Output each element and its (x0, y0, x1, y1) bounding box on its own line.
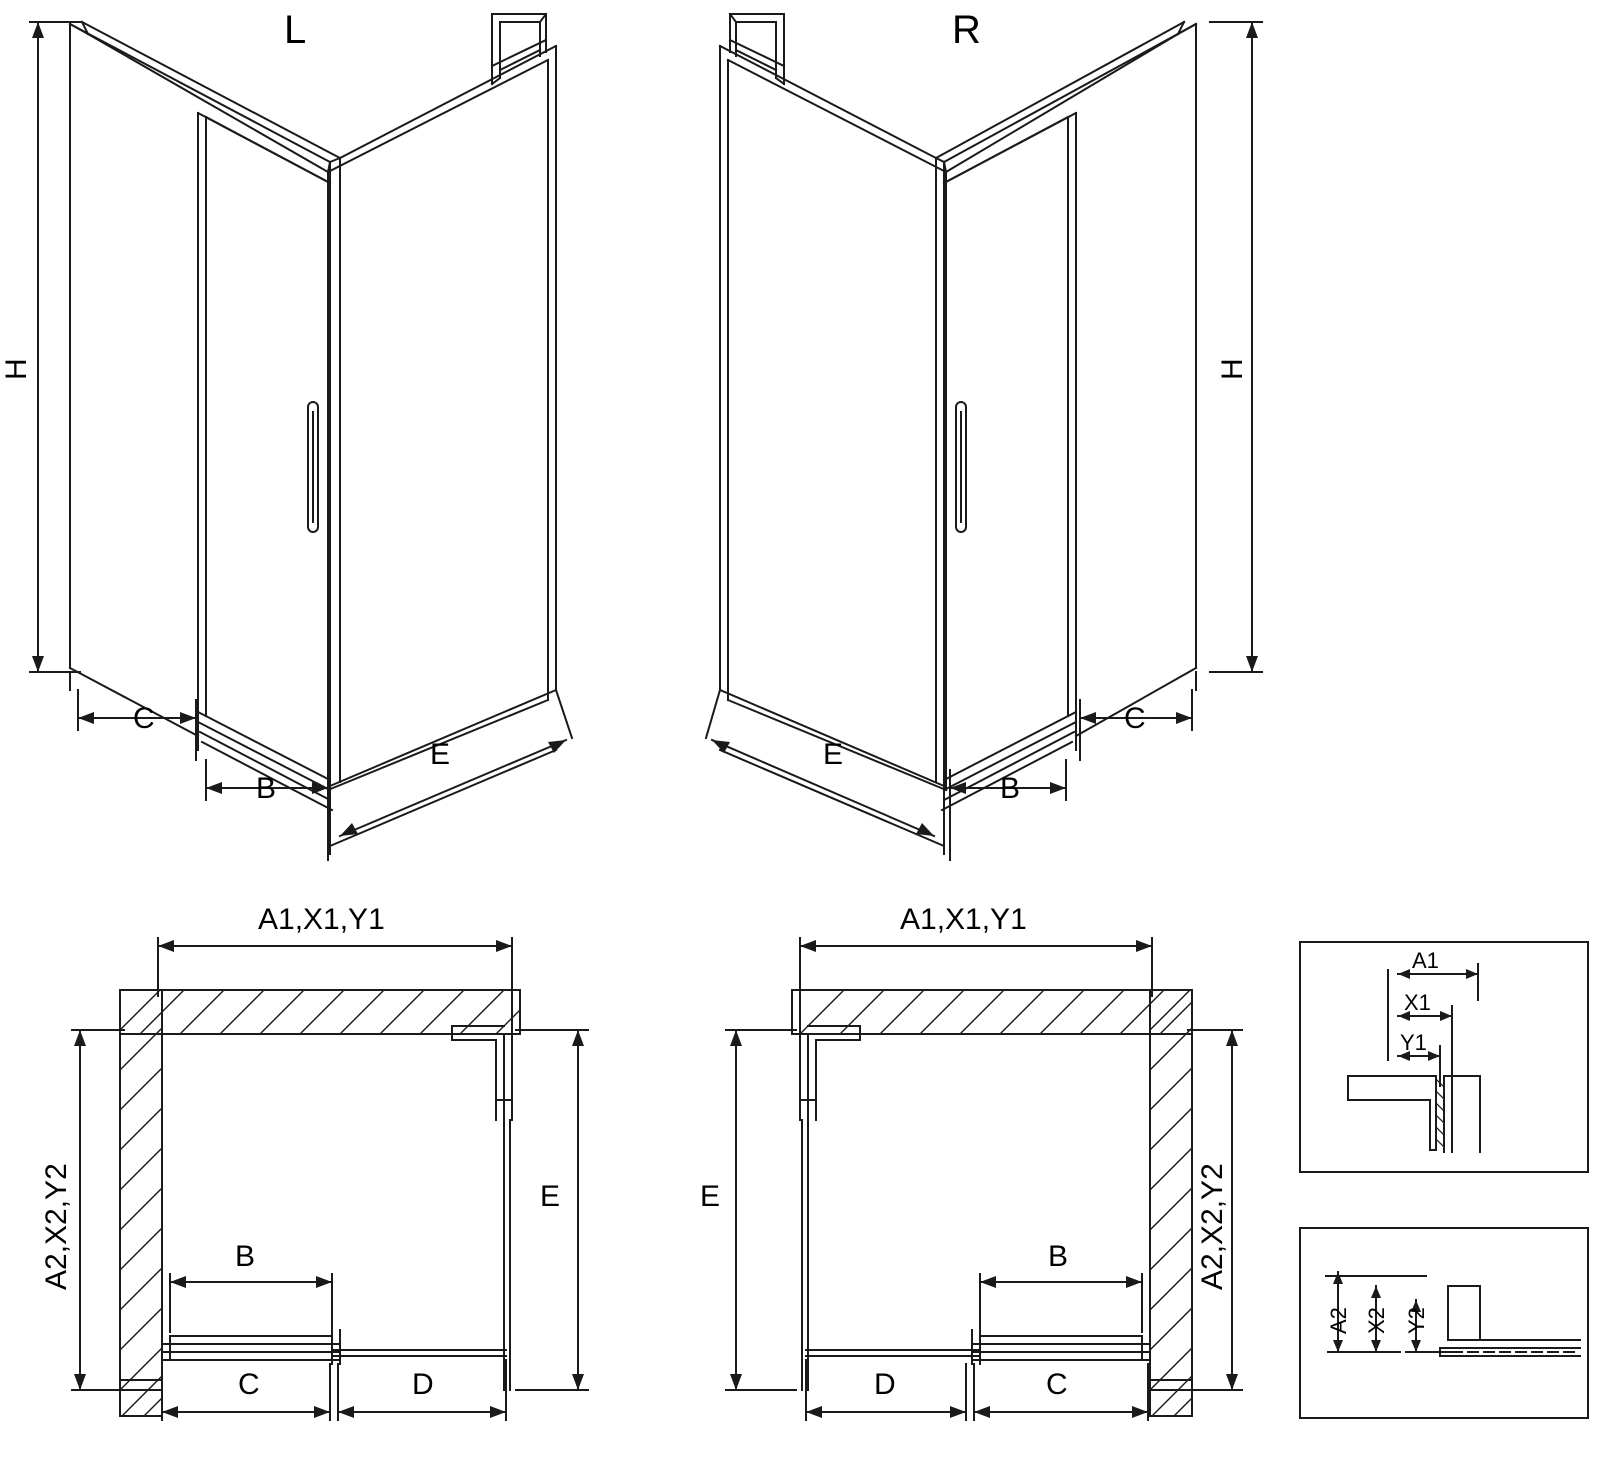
dim-H-right: H (1216, 358, 1249, 380)
detail-label-X2: X2 (1364, 1307, 1389, 1334)
dim-E-right: E (823, 738, 844, 771)
dim-A1X1Y1-right: A1,X1,Y1 (900, 903, 1027, 936)
iso-right-geometry (706, 14, 1262, 860)
dim-C-plan-right: C (1046, 1368, 1068, 1401)
dim-E-plan-right: E (700, 1180, 721, 1213)
detail-top-geometry (1300, 942, 1588, 1172)
dim-B-plan-right: B (1048, 1240, 1069, 1273)
view-title-right: R (952, 8, 981, 52)
dim-H-left: H (0, 358, 33, 380)
dim-A1X1Y1-left: A1,X1,Y1 (258, 903, 385, 936)
dim-C-right: C (1124, 702, 1146, 735)
dim-C-plan-left: C (238, 1368, 260, 1401)
dim-C-left: C (133, 702, 155, 735)
view-title-left: L (284, 8, 307, 52)
dim-E-plan-left: E (540, 1180, 561, 1213)
detail-label-Y1: Y1 (1400, 1030, 1427, 1055)
detail-label-A1: A1 (1412, 948, 1439, 973)
dim-D-plan-left: D (412, 1368, 434, 1401)
iso-left-geometry (30, 14, 572, 860)
dim-B-left: B (256, 772, 277, 805)
plan-left-geometry (72, 938, 588, 1420)
dim-D-plan-right: D (874, 1368, 896, 1401)
dim-B-plan-left: B (235, 1240, 256, 1273)
dim-A2X2Y2-left: A2,X2,Y2 (40, 1163, 73, 1290)
detail-label-Y2: Y2 (1404, 1307, 1429, 1334)
dim-E-left: E (430, 738, 451, 771)
plan-right-geometry (726, 938, 1242, 1420)
dim-B-right: B (1000, 772, 1021, 805)
detail-label-A2: A2 (1326, 1307, 1351, 1334)
detail-label-X1: X1 (1404, 990, 1431, 1015)
dim-A2X2Y2-right: A2,X2,Y2 (1196, 1163, 1229, 1290)
